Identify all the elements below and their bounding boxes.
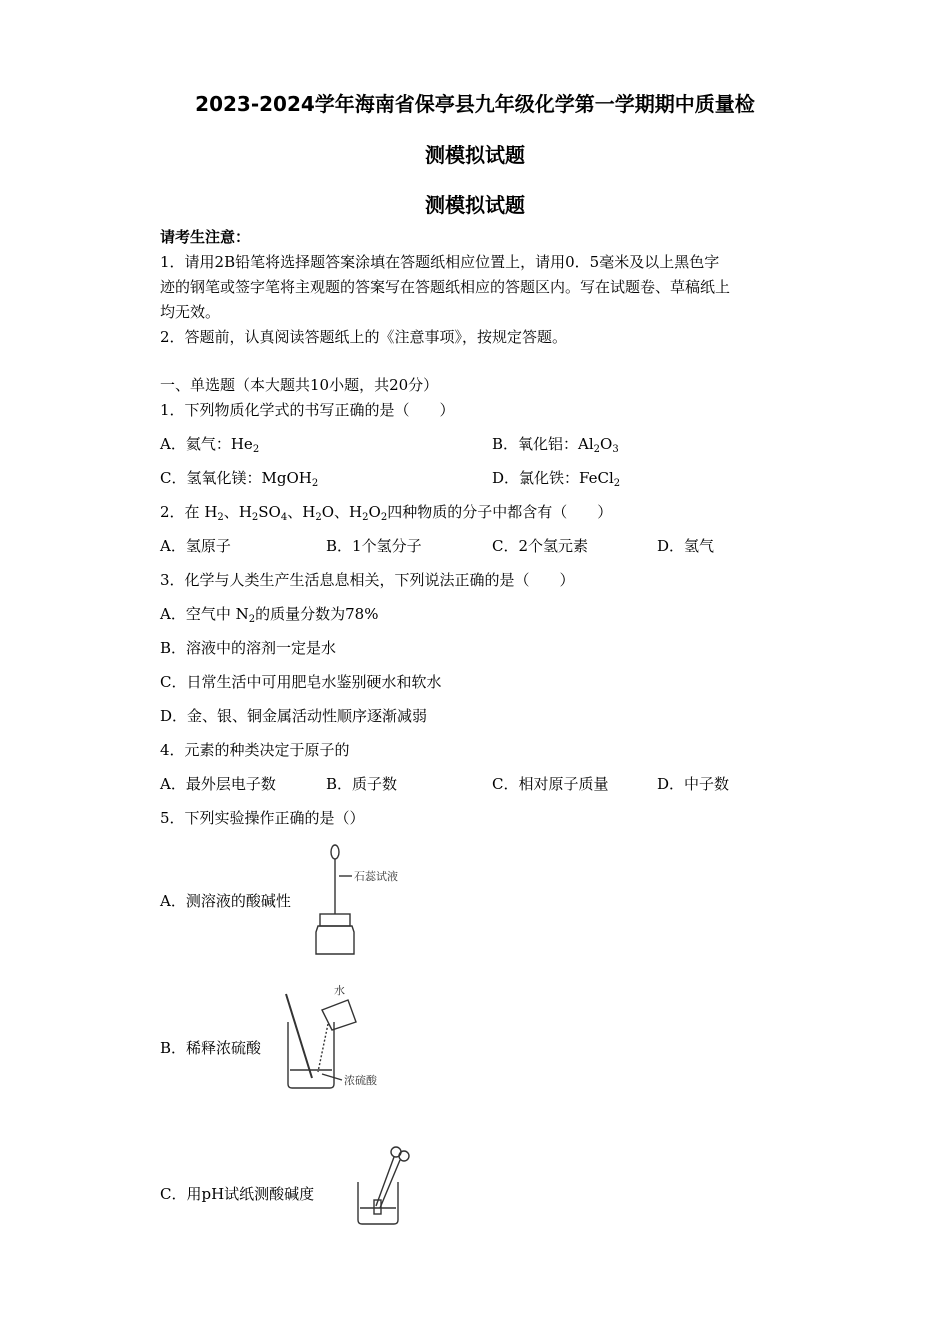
q2-h2: H	[204, 503, 218, 521]
beaker	[358, 1182, 398, 1224]
q2-text-pre: 2．在	[160, 503, 200, 521]
bottle-neck	[320, 914, 350, 926]
q1-c-label: C．氢氧化镁：	[160, 469, 262, 487]
q2-option-b: B．1个氢分子	[326, 537, 422, 555]
pour-stream	[318, 1024, 328, 1072]
q2-sep: 、	[223, 503, 239, 521]
q2-stem	[160, 503, 612, 521]
q1-option-b	[492, 435, 619, 453]
q3-option-d: D．金、银、铜金属活动性顺序逐渐减弱	[160, 707, 428, 725]
q3-a-post: 的质量分数为78%	[255, 605, 379, 623]
q2-h2-sub: 2	[217, 512, 224, 523]
q1-d-sub: 2	[613, 478, 621, 489]
q1-b-f2: O	[600, 435, 613, 453]
q2-text-tail: 四种物质的分子中都含有（ ）	[387, 503, 613, 521]
figure-a-label: 石蕊试液	[354, 870, 398, 883]
q1-c-sub: 2	[311, 478, 319, 489]
q1-c-formula: MgOH	[261, 469, 312, 487]
q2-h2so4: H	[238, 503, 252, 521]
notice-item1-line2: 迹的钢笔或签字笔将主观题的答案写在答题纸相应的答题区内。写在试题卷、草稿纸上	[160, 278, 731, 296]
q4-stem: 4．元素的种类决定于原子的	[160, 741, 350, 759]
q1-d-label: D．氯化铁：	[492, 469, 580, 487]
q2-option-c: C．2个氢元素	[492, 537, 589, 555]
q5-option-b: B．稀释浓硫酸	[160, 1039, 262, 1057]
q5-option-c: C．用pH试纸测酸碱度	[160, 1185, 315, 1203]
q1-option-a	[160, 435, 259, 453]
q1-b-label: B．氧化铝：	[492, 435, 579, 453]
q3-option-b: B．溶液中的溶剂一定是水	[160, 639, 337, 657]
figure-b-label-top: 水	[334, 984, 345, 997]
q3-a-pre: A．空气中 N	[160, 605, 249, 623]
document-title-line2: 测模拟试题	[425, 143, 525, 167]
q4-option-a: A．最外层电子数	[160, 775, 276, 793]
q1-a-formula: He	[230, 435, 253, 453]
q2-h2so4-sub1: 2	[251, 512, 259, 523]
figure-dilute-acid	[278, 982, 408, 1097]
q4-option-d: D．中子数	[657, 775, 730, 793]
q1-d-formula: FeCl	[579, 469, 614, 487]
q3-option-c: C．日常生活中可用肥皂水鉴别硬水和软水	[160, 673, 442, 691]
notice-item1-line1: 1．请用2B铅笔将选择题答案涂填在答题纸相应位置上，请用0．5毫米及以上黑色字	[160, 253, 720, 271]
q2-h2so4-b: SO	[258, 503, 281, 521]
q2-h2o-sub: 2	[315, 512, 322, 523]
q2-h2o-b: O	[321, 503, 335, 521]
q4-option-c: C．相对原子质量	[492, 775, 609, 793]
q4-option-b: B．质子数	[326, 775, 398, 793]
notice-heading: 请考生注意：	[160, 228, 251, 246]
tweezer-handle-ring	[399, 1151, 409, 1161]
q2-sep: 、	[287, 503, 303, 521]
q2-option-a: A．氢原子	[160, 537, 231, 555]
q3-a-sub: 2	[248, 614, 256, 625]
q1-b-s1: 2	[593, 444, 601, 455]
q1-a-label: A．氦气：	[160, 435, 231, 453]
document-title-line1: 2023-2024学年海南省保亭县九年级化学第一学期期中质量检	[195, 92, 755, 116]
q2-h2o: H	[302, 503, 316, 521]
figure-dropper-bottle	[310, 842, 420, 962]
label-leader-line	[322, 1074, 342, 1080]
q1-stem: 1．下列物质化学式的书写正确的是（ ）	[160, 401, 455, 419]
figure-ph-paper	[352, 1138, 422, 1228]
q1-option-d	[492, 469, 620, 487]
q3-stem: 3．化学与人类生产生活息息相关，下列说法正确的是（ ）	[160, 571, 575, 589]
figure-b-label-bottom: 浓硫酸	[344, 1074, 377, 1087]
bottle-body	[316, 926, 354, 954]
q2-option-d: D．氢气	[657, 537, 715, 555]
q2-h2o2-b: O	[368, 503, 381, 521]
q1-a-sub: 2	[252, 444, 260, 455]
q1-b-s2: 3	[612, 444, 619, 455]
q2-h2o2: H	[349, 503, 363, 521]
q2-h2so4-sub2: 4	[280, 512, 288, 523]
q2-sep: 、	[334, 503, 350, 521]
q1-option-c	[160, 469, 318, 487]
q5-option-a: A．测溶液的酸碱性	[160, 892, 291, 910]
notice-item1-line3: 均无效。	[160, 303, 221, 321]
q1-b-f1: Al	[578, 435, 594, 453]
notice-item2: 2．答题前，认真阅读答题纸上的《注意事项》，按规定答题。	[160, 328, 568, 346]
q2-h2o2-sub2: 2	[380, 512, 388, 523]
section-heading: 一、单选题（本大题共10小题，共20分）	[160, 376, 439, 394]
glass-rod	[286, 994, 312, 1078]
dropper-bulb	[331, 845, 339, 859]
q2-h2o2-sub1: 2	[362, 512, 369, 523]
document-title-line3: 测模拟试题	[425, 193, 525, 217]
q3-option-a	[160, 605, 378, 623]
q5-stem: 5．下列实验操作正确的是（）	[160, 809, 365, 827]
